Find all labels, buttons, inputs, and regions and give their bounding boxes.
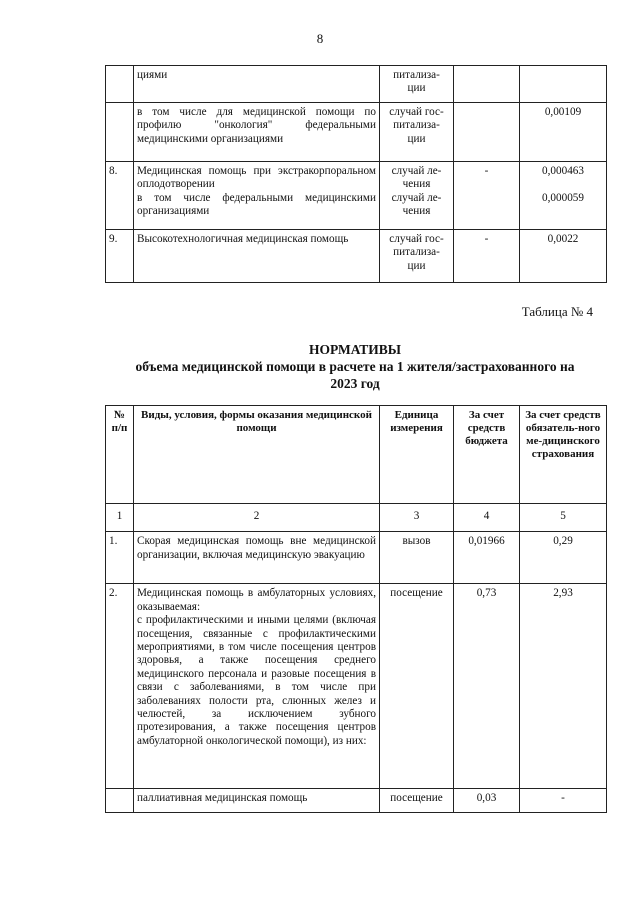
row-number: 1. [106, 532, 134, 584]
table-title-main: НОРМАТИВЫ [308, 342, 402, 357]
table-row [106, 584, 607, 789]
col-number: 4 [454, 504, 520, 532]
row-unit: случай гос- питализа- ции [380, 230, 454, 283]
table-title [95, 341, 615, 392]
row-oms [520, 66, 607, 103]
row-number [106, 789, 134, 813]
row-number [106, 66, 134, 103]
table-3-continuation [105, 65, 607, 283]
table-row [106, 230, 607, 283]
row-description: в том числе для медицинской помощи по профилю "онкология" федеральными медицинскими организациями [134, 103, 380, 162]
row-budget: 0,03 [454, 789, 520, 813]
row-description: паллиативная медицинская помощь [134, 789, 380, 813]
header-row [106, 406, 607, 504]
row-description: Высокотехнологичная медицинская помощь [134, 230, 380, 283]
row-oms: - [520, 789, 607, 813]
row-description: Скорая медицинская помощь вне медицинской организации, включая медицинскую эвакуацию [134, 532, 380, 584]
row-unit: случай гос- питализа- ции [380, 103, 454, 162]
row-description: Медицинская помощь в амбулаторных условиях, оказываемая: с профилактическими и иными целями (включая посещения, связанные с профилактическими мероприятиями, в том числе посещения центров здоровья, а также посещения среднего медицинского персонала и разовые посещения в связи с заболеваниями, в том числе при заболеваниях полости рта, слюнных желез и челюстей, за исключением зубного протезирования, а также посещения центров амбулаторной онкологической помощи), из них: [134, 584, 380, 789]
row-unit: случай ле- чения случай ле- чения [380, 162, 454, 230]
table-row [106, 66, 607, 103]
table-title-sub: объема медицинской помощи в расчете на 1 жителя/застрахованного на 2023 год [135, 359, 575, 391]
table-row [106, 789, 607, 813]
row-oms: 0,29 [520, 532, 607, 584]
table-caption: Таблица № 4 [521, 304, 593, 319]
row-budget [454, 103, 520, 162]
col-number: 5 [520, 504, 607, 532]
row-budget: - [454, 162, 520, 230]
row-number: 9. [106, 230, 134, 283]
col-number: 1 [106, 504, 134, 532]
row-budget: 0,73 [454, 584, 520, 789]
row-description: циями [134, 66, 380, 103]
row-number: 8. [106, 162, 134, 230]
row-budget: 0,01966 [454, 532, 520, 584]
col-number: 2 [134, 504, 380, 532]
row-unit: посещение [380, 584, 454, 789]
row-unit: вызов [380, 532, 454, 584]
row-oms: 0,00109 [520, 103, 607, 162]
row-description: Медицинская помощь при экстракорпоральном оплодотворении в том числе федеральными медицинскими организациями [134, 162, 380, 230]
header-budget: За счет средств бюджета [454, 406, 520, 504]
row-oms: 0,000463 0,000059 [520, 162, 607, 230]
row-budget: - [454, 230, 520, 283]
column-number-row [106, 504, 607, 532]
header-desc: Виды, условия, формы оказания медицинской помощи [134, 406, 380, 504]
header-unit: Единица измерения [380, 406, 454, 504]
row-number: 2. [106, 584, 134, 789]
row-budget [454, 66, 520, 103]
row-unit: посещение [380, 789, 454, 813]
table-4 [105, 405, 607, 813]
row-number [106, 103, 134, 162]
col-number: 3 [380, 504, 454, 532]
page-number: 8 [316, 31, 324, 46]
table-row [106, 162, 607, 230]
row-unit: питализа- ции [380, 66, 454, 103]
header-oms: За счет средств обязатель-ного ме-дицинского страхования [520, 406, 607, 504]
row-oms: 0,0022 [520, 230, 607, 283]
row-oms: 2,93 [520, 584, 607, 789]
header-num: № п/п [106, 406, 134, 504]
table-row [106, 532, 607, 584]
table-row [106, 103, 607, 162]
